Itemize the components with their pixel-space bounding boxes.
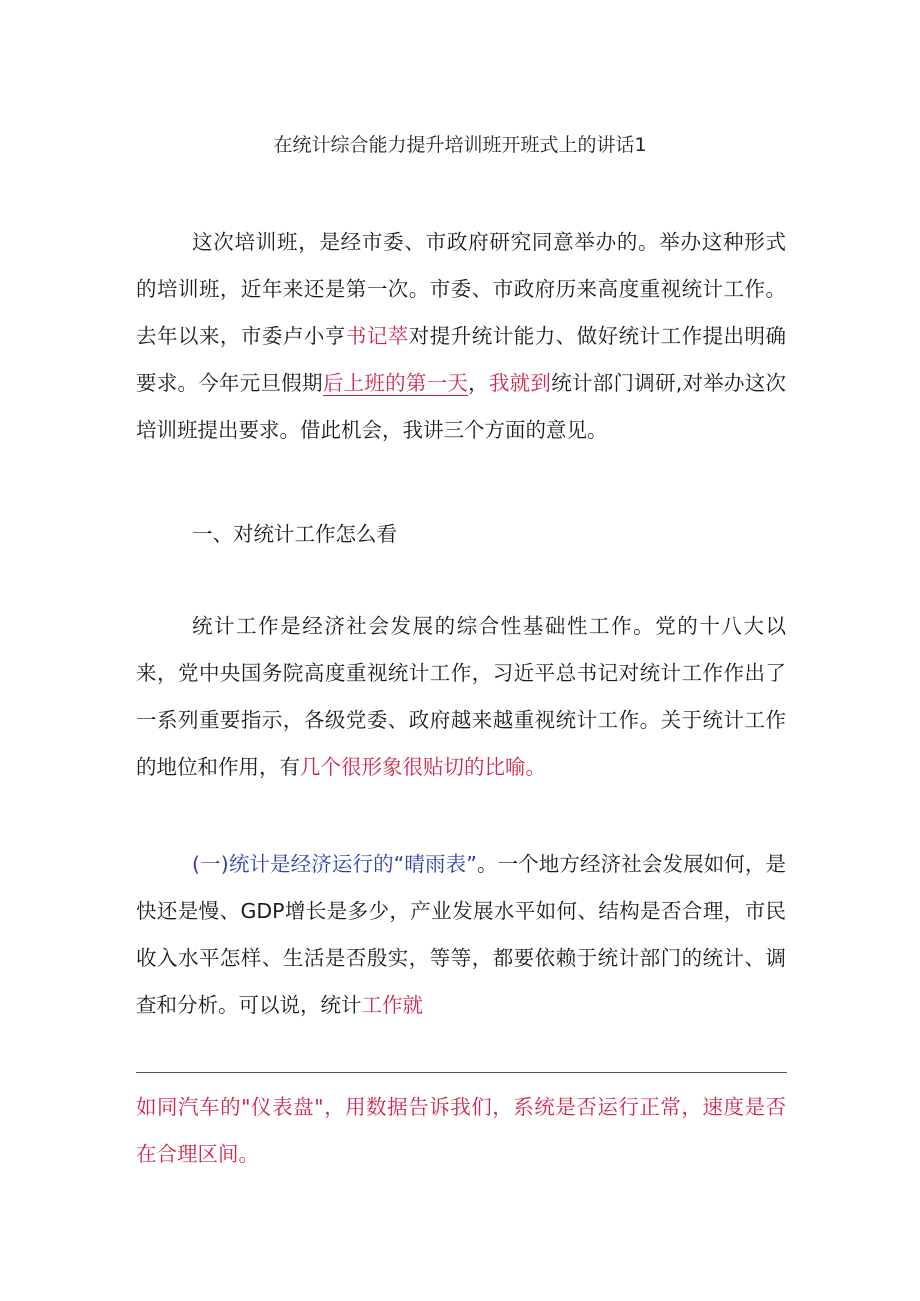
intro-text-e: ， bbox=[468, 371, 489, 395]
intro-highlight-visit: 我就到 bbox=[488, 371, 552, 395]
paragraph-section-1 bbox=[136, 603, 786, 791]
intro-text-a: 这次培训班，是经市委、市政府研究同意举办的。举办这种形式的培训班，近年来还是第一次。市委、市政府历来高度重视统计工作。去年以来，市委卢小亨 bbox=[136, 230, 786, 348]
paragraph-intro bbox=[136, 219, 786, 454]
footer-continuation: 如同汽车的"仪表盘"，用数据告诉我们，系统是否运行正常，速度是否在合理区间。 bbox=[136, 1095, 786, 1166]
intro-text-c: 对提升统计能力、做好统计工作提出明确要求。今年元旦假期 bbox=[136, 324, 787, 395]
intro-highlight-first-day: 后上班的第一天 bbox=[322, 371, 469, 395]
page-divider bbox=[136, 1072, 787, 1073]
document-title: 在统计综合能力提升培训班开班式上的讲话1 bbox=[273, 134, 647, 156]
intro-text-g: 统计部门调研,对举办这次培训班提出要求。借此机会，我讲三个方面的意见。 bbox=[136, 371, 787, 442]
section-heading-1: 一、对统计工作怎么看 bbox=[192, 522, 397, 546]
intro-highlight-secretary: 书记萃 bbox=[345, 324, 409, 348]
paragraph-subsection-1 bbox=[136, 841, 786, 1029]
subsection-1-title: (一)统计是经济运行的“晴雨表” bbox=[192, 852, 477, 876]
subsection-1-highlight: 工作就 bbox=[361, 993, 423, 1017]
section-1-highlight-metaphor: 几个很形象很贴切的比喻。 bbox=[300, 755, 546, 779]
subsection-1-text-b: 。一个地方经济社会发展如何，是快还是慢、GDP增长是多少，产业发展水平如何、结构是否合理，市民收入水平怎样、生活是否殷实，等等，都要依赖于统计部门的统计、调查和分析。可以说，统计 bbox=[136, 852, 786, 1017]
section-1-text-a: 统计工作是经济社会发展的综合性基础性工作。党的十八大以来，党中央国务院高度重视统计工作，习近平总书记对统计工作作出了一系列重要指示，各级党委、政府越来越重视统计工作。关于统计工作的地位和作用，有 bbox=[136, 614, 786, 779]
